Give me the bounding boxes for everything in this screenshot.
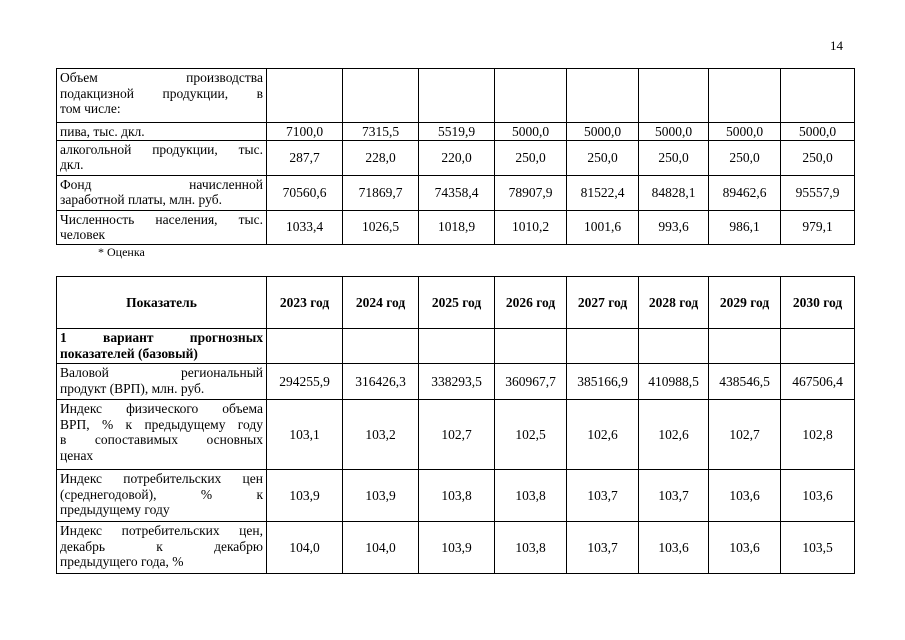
table-cell: 986,1 [709,210,781,244]
table-cell: 250,0 [495,140,567,175]
table-cell: 70560,6 [267,175,343,210]
table-cell: 7100,0 [267,123,343,141]
row-label-line: продукт (ВРП), млн. руб. [60,380,205,396]
row-label-line: предыдущему году [60,502,170,517]
row-label-line: ценах [60,447,94,463]
row-label [57,522,267,574]
table-cell: 7315,5 [343,123,419,141]
row-label-line: (среднегодовой), % к [60,486,263,502]
row-label [57,140,267,175]
row-label-line: ВРП, % к предыдущему году [60,416,263,432]
table-cell: 102,8 [781,400,855,470]
row-label-line: пива, тыс. дкл. [60,124,145,139]
table-row [57,522,855,574]
row-label-line: Объем производства [60,70,263,85]
table-row [57,123,855,141]
table-cell [709,329,781,364]
table-row [57,69,855,123]
table-cell: 103,8 [419,470,495,522]
table-cell [709,69,781,123]
header-year: 2023 год [267,277,343,329]
forecast-indicators-table [56,276,855,574]
table-cell [267,329,343,364]
table-cell: 1033,4 [267,210,343,244]
row-label-line: Фонд начисленной [60,176,263,192]
table-cell: 294255,9 [267,364,343,400]
table-row [57,329,855,364]
row-label-line: Численность населения, тыс. [60,211,263,227]
table-cell [419,69,495,123]
table-cell: 385166,9 [567,364,639,400]
row-label-line: алкогольной продукции, тыс. [60,141,263,157]
table-cell: 81522,4 [567,175,639,210]
table-cell [343,329,419,364]
row-label-line: подакцизной продукции, в [60,85,263,101]
table-cell: 102,6 [567,400,639,470]
table-cell: 103,9 [419,522,495,574]
table-cell: 84828,1 [639,175,709,210]
table-cell: 102,5 [495,400,567,470]
table-cell [639,329,709,364]
table-cell: 103,6 [709,470,781,522]
table-cell: 78907,9 [495,175,567,210]
table-cell [419,329,495,364]
table-cell: 979,1 [781,210,855,244]
table-row [57,175,855,210]
table2-header [57,277,855,329]
table-cell: 467506,4 [781,364,855,400]
table-cell: 338293,5 [419,364,495,400]
table-cell: 220,0 [419,140,495,175]
table-cell: 410988,5 [639,364,709,400]
table-cell: 103,6 [709,522,781,574]
table-cell: 103,7 [567,470,639,522]
table-cell [495,329,567,364]
table-cell [781,329,855,364]
table-cell [639,69,709,123]
table-cell: 360967,7 [495,364,567,400]
table-cell: 102,7 [419,400,495,470]
row-label-line: в сопоставимых основных [60,432,263,447]
row-label [57,329,267,364]
table-cell [267,69,343,123]
row-label [57,69,267,123]
table-cell: 103,7 [639,470,709,522]
table-cell: 316426,3 [343,364,419,400]
table-cell: 250,0 [709,140,781,175]
table-cell [343,69,419,123]
table-cell: 103,1 [267,400,343,470]
table-row [57,364,855,400]
row-label [57,175,267,210]
table-cell: 228,0 [343,140,419,175]
row-label-line: человек [60,227,106,242]
row-label-line: том числе: [60,101,121,116]
table-cell [495,69,567,123]
table2-body [57,329,855,574]
table-cell: 1001,6 [567,210,639,244]
header-year: 2029 год [709,277,781,329]
table-cell: 95557,9 [781,175,855,210]
table-cell: 103,9 [343,470,419,522]
row-label-line: 1 вариант прогнозных [60,330,263,345]
table-row [57,210,855,244]
row-label-line: дкл. [60,157,84,172]
row-label [57,400,267,470]
header-year: 2025 год [419,277,495,329]
row-label-line: заработной платы, млн. руб. [60,192,222,207]
table-cell: 5000,0 [781,123,855,141]
header-year: 2026 год [495,277,567,329]
header-indicator: Показатель [57,277,267,329]
table-cell: 5000,0 [639,123,709,141]
table-cell: 103,8 [495,522,567,574]
table-cell [567,69,639,123]
table-cell: 74358,4 [419,175,495,210]
table-cell: 104,0 [343,522,419,574]
table-cell: 103,8 [495,470,567,522]
table-cell: 103,7 [567,522,639,574]
table-cell: 5000,0 [495,123,567,141]
table-cell: 993,6 [639,210,709,244]
row-label-line: предыдущего года, % [60,554,184,569]
table-cell: 71869,7 [343,175,419,210]
row-label [57,210,267,244]
table1-body [57,69,855,245]
row-label-line: декабрь к декабрю [60,538,263,554]
table-cell [567,329,639,364]
table-cell: 102,6 [639,400,709,470]
table-row [57,400,855,470]
table-cell: 102,7 [709,400,781,470]
header-year: 2030 год [781,277,855,329]
row-label-line: Индекс физического объема [60,401,263,416]
row-label [57,470,267,522]
table-cell [781,69,855,123]
economic-indicators-table-continued [56,68,855,245]
row-label-line: показателей (базовый) [60,345,198,361]
table-cell: 103,2 [343,400,419,470]
table-row [57,140,855,175]
table-cell: 250,0 [567,140,639,175]
header-year: 2024 год [343,277,419,329]
table-row [57,470,855,522]
row-label [57,123,267,141]
table-cell: 103,6 [781,470,855,522]
row-label [57,364,267,400]
table-cell: 1018,9 [419,210,495,244]
header-year: 2027 год [567,277,639,329]
table-cell: 250,0 [781,140,855,175]
table-cell: 1026,5 [343,210,419,244]
page-number: 14 [830,38,843,53]
table-cell: 438546,5 [709,364,781,400]
table-cell: 103,6 [639,522,709,574]
table-cell: 104,0 [267,522,343,574]
footnote: * Оценка [98,245,145,259]
table-header-row [57,277,855,329]
row-label-line: Валовой региональный [60,365,263,380]
table-cell: 89462,6 [709,175,781,210]
table-cell: 103,9 [267,470,343,522]
header-year: 2028 год [639,277,709,329]
table-cell: 5519,9 [419,123,495,141]
row-label-line: Индекс потребительских цен, [60,523,263,538]
table-cell: 1010,2 [495,210,567,244]
table-cell: 5000,0 [709,123,781,141]
table-cell: 103,5 [781,522,855,574]
table-cell: 5000,0 [567,123,639,141]
row-label-line: Индекс потребительских цен [60,471,263,486]
table-cell: 250,0 [639,140,709,175]
table-cell: 287,7 [267,140,343,175]
